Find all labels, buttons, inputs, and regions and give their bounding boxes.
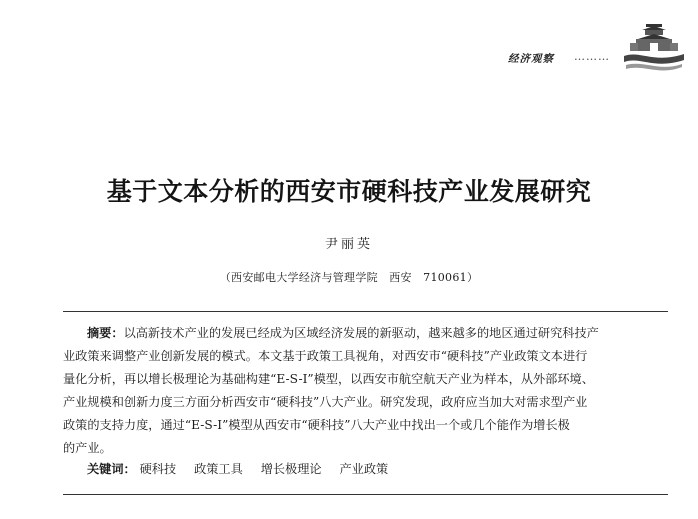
keyword: 增长极理论 [260, 462, 322, 476]
abstract-line: 业政策来调整产业创新发展的模式。本文基于政策工具视角，对西安市“硬科技”产业政策文本进行 [63, 349, 588, 363]
author-affiliation: （西安邮电大学经济与管理学院 西安 710061） [219, 271, 479, 284]
abstract-text: 以高新技术产业的发展已经成为区域经济发展的新驱动，越来越多的地区通过研究科技产 [123, 326, 599, 340]
abstract-line [63, 322, 668, 345]
author-name: 尹丽英 [324, 237, 373, 252]
top-divider [63, 311, 668, 312]
section-label-dots: ……… [574, 50, 610, 63]
abstract-label: 摘要： [87, 326, 124, 340]
abstract-line: 政策的支持力度，通过“E-S-I”模型从西安市“硬科技”八大产业中找出一个或几个能作为增长极 [63, 418, 570, 432]
keywords [87, 458, 667, 481]
keyword: 政策工具 [194, 462, 243, 476]
keyword: 产业政策 [339, 462, 389, 476]
abstract-line: 量化分析，再以增长极理论为基础构建“E-S-I”模型，以西安市航空航天产业为样本，从外部环境、 [63, 372, 594, 386]
city-wall-gate-logo [624, 20, 684, 76]
section-label: 经济观察 [508, 53, 554, 65]
keywords-label: 关键词： [87, 462, 136, 476]
abstract [63, 322, 668, 460]
article-title: 基于文本分析的西安市硬科技产业发展研究 [106, 177, 592, 206]
keyword: 硬科技 [139, 462, 177, 476]
bottom-divider [63, 494, 668, 495]
abstract-line: 产业规模和创新力度三方面分析西安市“硬科技”八大产业。研究发现，政府应当加大对需求型产业 [63, 395, 588, 409]
abstract-line: 的产业。 [63, 441, 112, 455]
